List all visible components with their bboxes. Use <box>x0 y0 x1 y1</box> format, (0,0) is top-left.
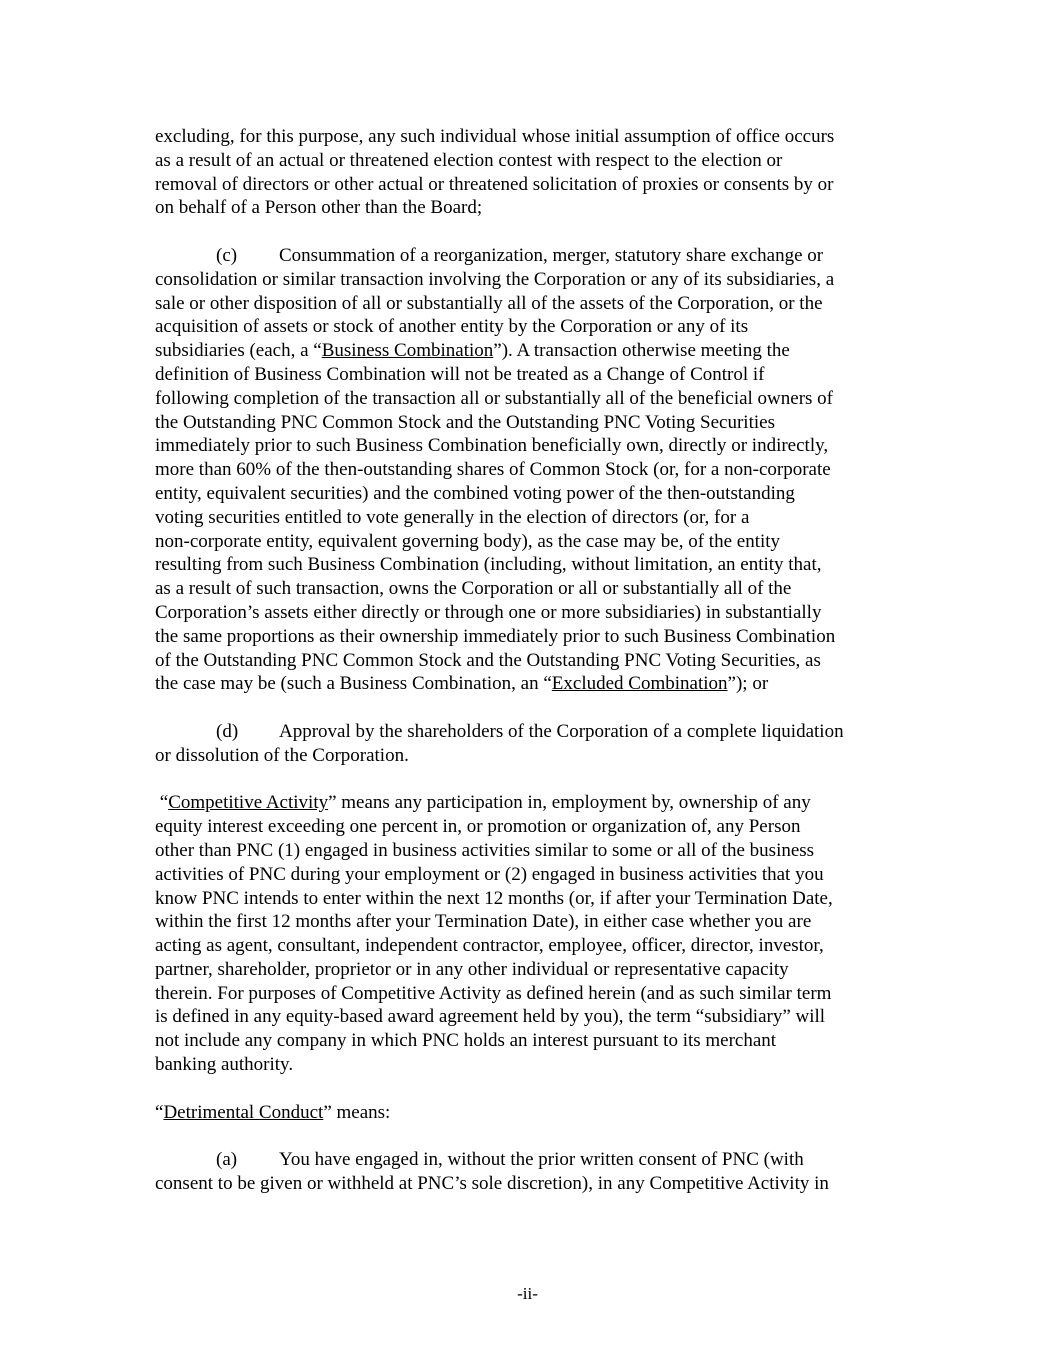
definition-competitive-activity <box>155 791 900 1077</box>
text-line: partner, shareholder, proprietor or in any other individual or representative capacity <box>155 958 789 980</box>
text-line: within the first 12 months after your Termination Date), in either case whether you are <box>155 911 812 933</box>
clause-a <box>155 1148 900 1196</box>
defined-term-competitive-activity: Competitive Activity <box>168 792 329 814</box>
text-line: immediately prior to such Business Combination beneficially own, directly or indirectly, <box>155 435 829 457</box>
text-line: acting as agent, consultant, independent contractor, employee, officer, director, investor, <box>155 935 824 957</box>
clause-label: (d) <box>216 720 239 742</box>
text-line: activities of PNC during your employment or (2) engaged in business activities that you <box>155 863 824 885</box>
text-line: know PNC intends to enter within the next 12 months (or, if after your Termination Date, <box>155 887 833 909</box>
text-line: subsidiaries (each, a “Business Combination”). A transaction otherwise meeting the <box>155 340 790 362</box>
text-line: not include any company in which PNC holds an interest pursuant to its merchant <box>155 1030 777 1052</box>
text-line: excluding, for this purpose, any such individual whose initial assumption of office occurs <box>155 126 835 147</box>
text-line: voting securities entitled to vote generally in the election of directors (or, for a <box>155 506 750 528</box>
text-line: (c) Consummation of a reorganization, merger, statutory share exchange or <box>216 244 824 266</box>
text-line: is defined in any equity-based award agreement held by you), the term “subsidiary” will <box>155 1006 826 1028</box>
text-line: the same proportions as their ownership immediately prior to such Business Combination <box>155 625 836 647</box>
text-line: (d) Approval by the shareholders of the Corporation of a complete liquidation <box>216 720 844 742</box>
clause-label: (c) <box>216 244 238 266</box>
page-number: -ii- <box>517 1284 538 1303</box>
text-line: the Outstanding PNC Common Stock and the Outstanding PNC Voting Securities <box>155 411 775 433</box>
text-line: banking authority. <box>155 1054 294 1076</box>
paragraph-continuation <box>155 125 900 220</box>
text-line: resulting from such Business Combination (including, without limitation, an entity that, <box>155 554 822 576</box>
text-line: entity, equivalent securities) and the combined voting power of the then-outstanding <box>155 482 795 504</box>
text-line: Corporation’s assets either directly or through one or more subsidiaries) in substantially <box>155 601 822 623</box>
text-line: acquisition of assets or stock of another entity by the Corporation or any of its <box>155 316 749 338</box>
definition-detrimental-conduct <box>155 1101 900 1125</box>
defined-term-excluded-combination: Excluded Combination <box>551 673 728 695</box>
text-line: “Detrimental Conduct” means: <box>155 1101 391 1123</box>
text-line: of the Outstanding PNC Common Stock and the Outstanding PNC Voting Securities, as <box>155 649 821 671</box>
text-line: equity interest exceeding one percent in, or promotion or organization of, any Person <box>155 816 801 838</box>
document-body <box>155 125 900 1220</box>
text-line: “Competitive Activity” means any participation in, employment by, ownership of any <box>155 792 811 814</box>
text-line: other than PNC (1) engaged in business activities similar to some or all of the business <box>155 839 815 861</box>
clause-d <box>155 720 900 768</box>
text-line: or dissolution of the Corporation. <box>155 744 409 766</box>
text-line: following completion of the transaction all or substantially all of the beneficial owners of <box>155 387 834 409</box>
text-line: as a result of an actual or threatened election contest with respect to the election or <box>155 149 783 171</box>
defined-term-business-combination: Business Combination <box>321 340 494 362</box>
text-line: sale or other disposition of all or substantially all of the assets of the Corporation, or the <box>155 292 823 314</box>
text-line: more than 60% of the then-outstanding shares of Common Stock (or, for a non-corporate <box>155 459 831 481</box>
text-line: as a result of such transaction, owns the Corporation or all or substantially all of the <box>155 578 792 600</box>
text-line: (a) You have engaged in, without the prior written consent of PNC (with <box>216 1149 804 1171</box>
text-line: the case may be (such a Business Combination, an “Excluded Combination”); or <box>155 673 769 695</box>
text-line: consent to be given or withheld at PNC’s sole discretion), in any Competitive Activity in <box>155 1173 829 1195</box>
clause-c <box>155 244 900 696</box>
clause-label: (a) <box>216 1149 238 1171</box>
defined-term-detrimental-conduct: Detrimental Conduct <box>163 1101 324 1123</box>
text-line: consolidation or similar transaction involving the Corporation or any of its subsidiaries, a <box>155 268 835 290</box>
text-line: removal of directors or other actual or threatened solicitation of proxies or consents by or <box>155 173 834 195</box>
text-line: non-corporate entity, equivalent governing body), as the case may be, of the entity <box>155 530 781 552</box>
text-line: therein. For purposes of Competitive Activity as defined herein (and as such similar term <box>155 982 832 1004</box>
text-line: on behalf of a Person other than the Board; <box>155 197 483 219</box>
text-line: definition of Business Combination will not be treated as a Change of Control if <box>155 363 765 385</box>
